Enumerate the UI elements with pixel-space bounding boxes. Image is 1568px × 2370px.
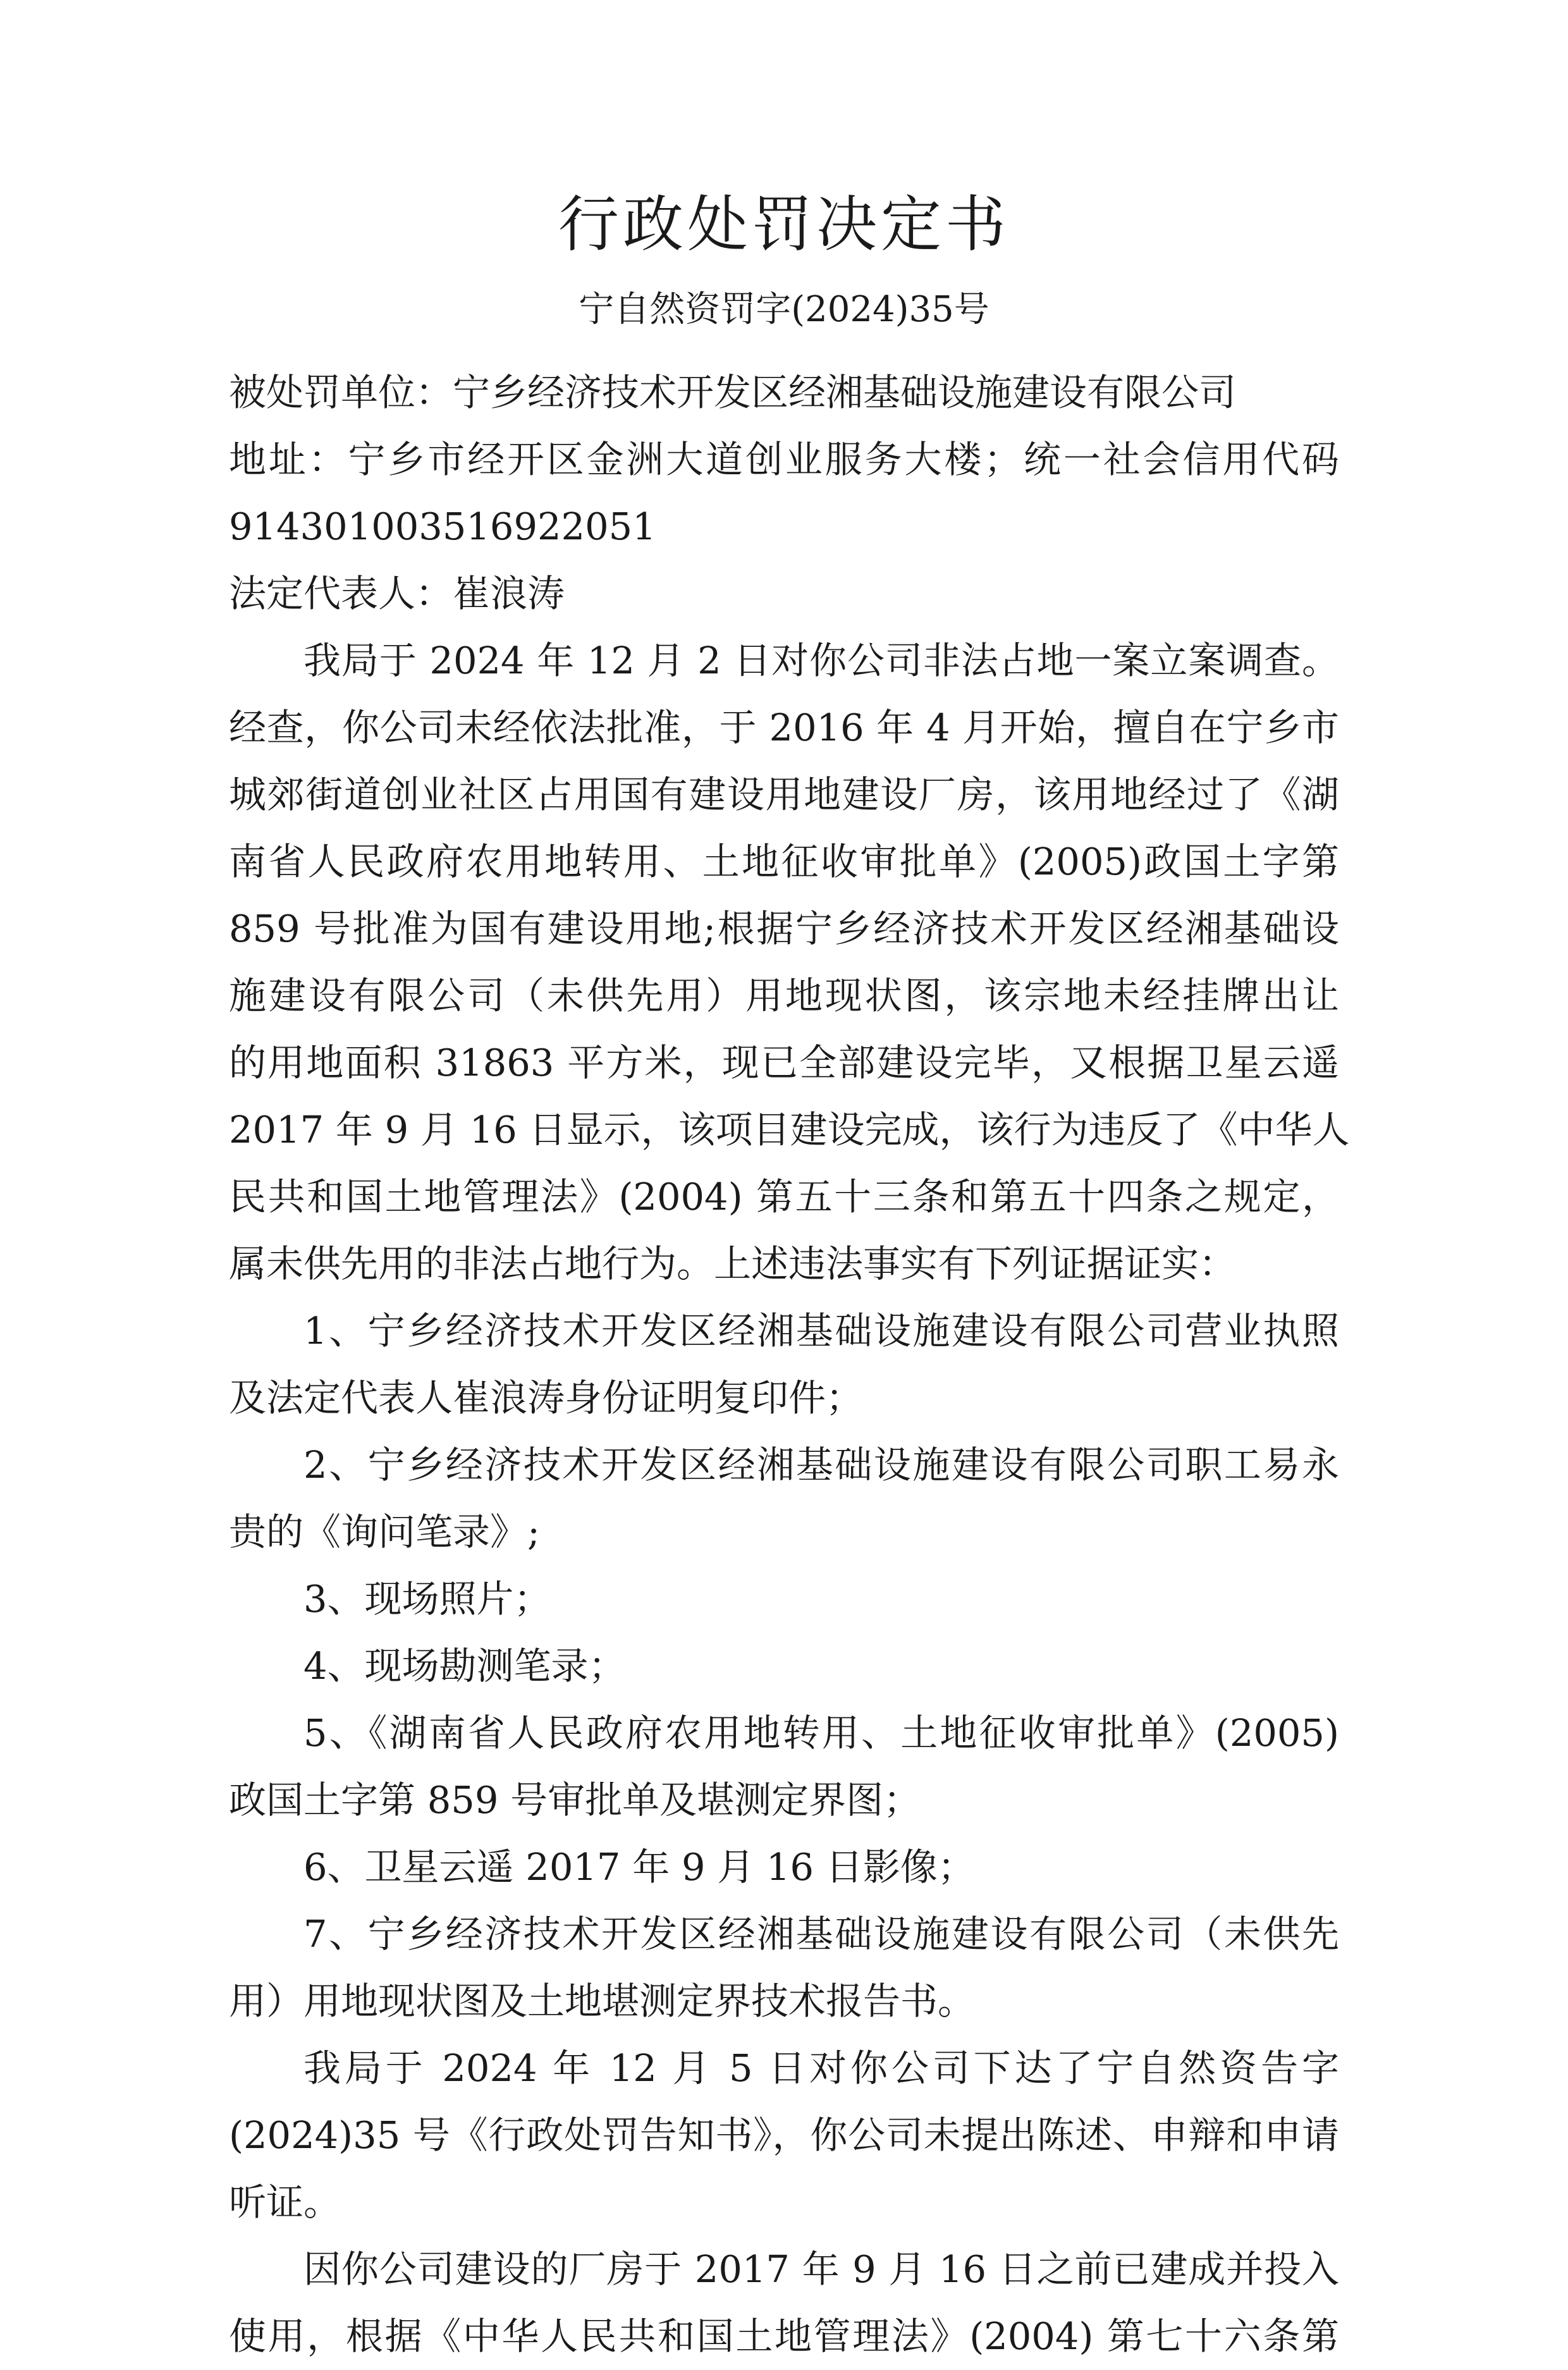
body-line: 859 号批准为国有建设用地;根据宁乡经济技术开发区经湘基础设 bbox=[229, 907, 1339, 950]
body-line: 5、《湖南省人民政府农用地转用、土地征收审批单》(2005) bbox=[303, 1711, 1339, 1755]
body-line: 的用地面积 31863 平方米，现已全部建设完毕，又根据卫星云遥 bbox=[229, 1041, 1339, 1084]
body-line: 1、宁乡经济技术开发区经湘基础设施建设有限公司营业执照 bbox=[303, 1309, 1339, 1353]
body-line: 经查，你公司未经依法批准，于 2016 年 4 月开始，擅自在宁乡市 bbox=[229, 706, 1339, 749]
body-line: 被处罚单位：宁乡经济技术开发区经湘基础设施建设有限公司 bbox=[229, 371, 1237, 414]
body-line: 6、卫星云遥 2017 年 9 月 16 日影像； bbox=[303, 1845, 975, 1889]
body-line: 听证。 bbox=[229, 2180, 341, 2224]
body-line: 南省人民政府农用地转用、土地征收审批单》(2005)政国土字第 bbox=[229, 840, 1339, 883]
body-line: 城郊街道创业社区占用国有建设用地建设厂房，该用地经过了《湖 bbox=[229, 773, 1339, 816]
body-line: 贵的《询问笔录》; bbox=[229, 1510, 540, 1554]
body-line: 用）用地现状图及土地堪测定界技术报告书。 bbox=[229, 1979, 976, 2023]
body-line: 2、宁乡经济技术开发区经湘基础设施建设有限公司职工易永 bbox=[303, 1443, 1339, 1487]
body-line: 民共和国土地管理法》(2004) 第五十三条和第五十四条之规定， bbox=[229, 1175, 1339, 1219]
body-line: 施建设有限公司（未供先用）用地现状图，该宗地未经挂牌出让 bbox=[229, 974, 1339, 1017]
body-line: 政国土字第 859 号审批单及堪测定界图； bbox=[229, 1778, 921, 1822]
body-line: 我局于 2024 年 12 月 2 日对你公司非法占地一案立案调查。 bbox=[303, 639, 1339, 682]
body-line: 属未供先用的非法占地行为。上述违法事实有下列证据证实： bbox=[229, 1242, 1237, 1286]
document-title: 行政处罚决定书 bbox=[558, 189, 1010, 260]
body-line: 地址：宁乡市经开区金洲大道创业服务大楼；统一社会信用代码 bbox=[229, 438, 1339, 481]
body-line: 2017 年 9 月 16 日显示，该项目建设完成，该行为违反了《中华人 bbox=[229, 1108, 1350, 1151]
document-body bbox=[229, 359, 1350, 2370]
body-line: 及法定代表人崔浪涛身份证明复印件； bbox=[229, 1376, 864, 1420]
body-line: 我局于 2024 年 12 月 5 日对你公司下达了宁自然资告字 bbox=[303, 2046, 1339, 2090]
document-number: 宁自然资罚字(2024)35号 bbox=[579, 289, 989, 330]
body-line: 法定代表人：崔浪涛 bbox=[229, 572, 565, 615]
body-line: (2024)35 号《行政处罚告知书》，你公司未提出陈述、申辩和申请 bbox=[229, 2113, 1339, 2157]
body-line: 7、宁乡经济技术开发区经湘基础设施建设有限公司（未供先 bbox=[303, 1912, 1339, 1956]
body-line: 3、现场照片； bbox=[303, 1577, 551, 1621]
body-line: 4、现场勘测笔录； bbox=[303, 1644, 626, 1688]
body-line: 因你公司建设的厂房于 2017 年 9 月 16 日之前已建成并投入 bbox=[303, 2247, 1339, 2291]
body-line: 使用，根据《中华人民共和国土地管理法》(2004) 第七十六条第 bbox=[229, 2314, 1339, 2358]
body-line: 914301003516922051 bbox=[229, 505, 656, 548]
